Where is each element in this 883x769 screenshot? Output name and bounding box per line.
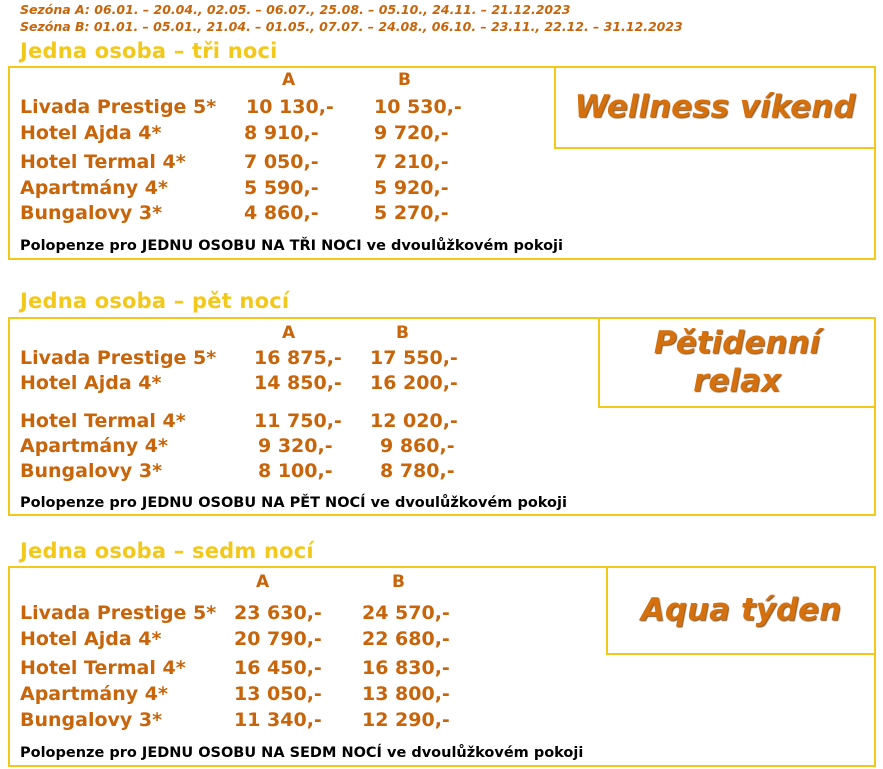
price-season-b: 5 270,- bbox=[374, 202, 449, 224]
column-header-a: A bbox=[282, 323, 296, 343]
hotel-name: Apartmány 4* bbox=[20, 435, 168, 457]
price-season-a: 16 875,- bbox=[254, 347, 342, 369]
section-title-seven-nights: Jedna osoba – sedm nocí bbox=[20, 539, 314, 563]
price-season-b: 9 860,- bbox=[380, 435, 455, 457]
hotel-name: Bungalovy 3* bbox=[20, 460, 163, 482]
hotel-name: Bungalovy 3* bbox=[20, 202, 163, 224]
board-note: Polopenze pro JEDNU OSOBU NA PĚT NOCÍ ve dvoulůžkovém pokoji bbox=[20, 495, 567, 511]
price-season-a: 11 340,- bbox=[234, 709, 322, 731]
price-season-b: 12 020,- bbox=[370, 410, 458, 432]
price-season-b: 8 780,- bbox=[380, 460, 455, 482]
price-season-a: 20 790,- bbox=[234, 628, 322, 650]
hotel-name: Hotel Termal 4* bbox=[20, 410, 186, 432]
board-note: Polopenze pro JEDNU OSOBU NA SEDM NOCÍ ve dvoulůžkovém pokoji bbox=[20, 745, 584, 761]
hotel-name: Hotel Termal 4* bbox=[20, 151, 186, 173]
column-header-b: B bbox=[398, 70, 411, 90]
price-season-b: 7 210,- bbox=[374, 151, 449, 173]
price-season-b: 13 800,- bbox=[362, 683, 450, 705]
price-season-a: 9 320,- bbox=[258, 435, 333, 457]
price-season-b: 16 830,- bbox=[362, 657, 450, 679]
hotel-name: Livada Prestige 5* bbox=[20, 602, 217, 624]
price-season-a: 11 750,- bbox=[254, 410, 342, 432]
promo-label: Wellness víkend bbox=[574, 88, 856, 125]
column-header-a: A bbox=[256, 572, 270, 592]
price-season-a: 4 860,- bbox=[244, 202, 319, 224]
price-season-b: 12 290,- bbox=[362, 709, 450, 731]
promo-aqua-week bbox=[606, 566, 876, 655]
column-header-b: B bbox=[396, 323, 409, 343]
price-season-a: 8 100,- bbox=[258, 460, 333, 482]
price-season-b: 17 550,- bbox=[370, 347, 458, 369]
section-title-five-nights: Jedna osoba – pět nocí bbox=[20, 289, 290, 313]
price-season-a: 7 050,- bbox=[244, 151, 319, 173]
promo-label: Aqua týden bbox=[640, 591, 842, 628]
column-header-b: B bbox=[392, 572, 405, 592]
price-season-b: 5 920,- bbox=[374, 177, 449, 199]
price-season-b: 24 570,- bbox=[362, 602, 450, 624]
price-season-a: 8 910,- bbox=[244, 122, 319, 144]
price-season-b: 9 720,- bbox=[374, 122, 449, 144]
price-season-a: 13 050,- bbox=[234, 683, 322, 705]
hotel-name: Apartmány 4* bbox=[20, 683, 168, 705]
price-season-b: 10 530,- bbox=[374, 96, 462, 118]
hotel-name: Hotel Ajda 4* bbox=[20, 122, 162, 144]
promo-wellness-weekend bbox=[554, 66, 876, 149]
promo-label: Pětidenní relax bbox=[653, 324, 821, 399]
section-title-three-nights: Jedna osoba – tři noci bbox=[20, 39, 278, 63]
season-b-dates: Sezóna B: 01.01. – 05.01., 21.04. – 01.05., 07.07. – 24.08., 06.10. – 23.11., 22.12. – 31.12.2023 bbox=[20, 19, 683, 34]
price-season-a: 5 590,- bbox=[244, 177, 319, 199]
promo-five-day-relax bbox=[598, 317, 876, 408]
hotel-name: Livada Prestige 5* bbox=[20, 347, 217, 369]
column-header-a: A bbox=[282, 70, 296, 90]
season-a-dates: Sezóna A: 06.01. – 20.04., 02.05. – 06.07., 25.08. – 05.10., 24.11. – 21.12.2023 bbox=[20, 2, 571, 17]
hotel-name: Hotel Ajda 4* bbox=[20, 628, 162, 650]
price-season-a: 10 130,- bbox=[246, 96, 334, 118]
board-note: Polopenze pro JEDNU OSOBU NA TŘI NOCI ve dvoulůžkovém pokoji bbox=[20, 238, 563, 254]
hotel-name: Hotel Termal 4* bbox=[20, 657, 186, 679]
price-season-a: 14 850,- bbox=[254, 372, 342, 394]
price-season-b: 22 680,- bbox=[362, 628, 450, 650]
hotel-name: Hotel Ajda 4* bbox=[20, 372, 162, 394]
hotel-name: Apartmány 4* bbox=[20, 177, 168, 199]
hotel-name: Livada Prestige 5* bbox=[20, 96, 217, 118]
price-season-a: 16 450,- bbox=[234, 657, 322, 679]
price-season-b: 16 200,- bbox=[370, 372, 458, 394]
price-season-a: 23 630,- bbox=[234, 602, 322, 624]
hotel-name: Bungalovy 3* bbox=[20, 709, 163, 731]
